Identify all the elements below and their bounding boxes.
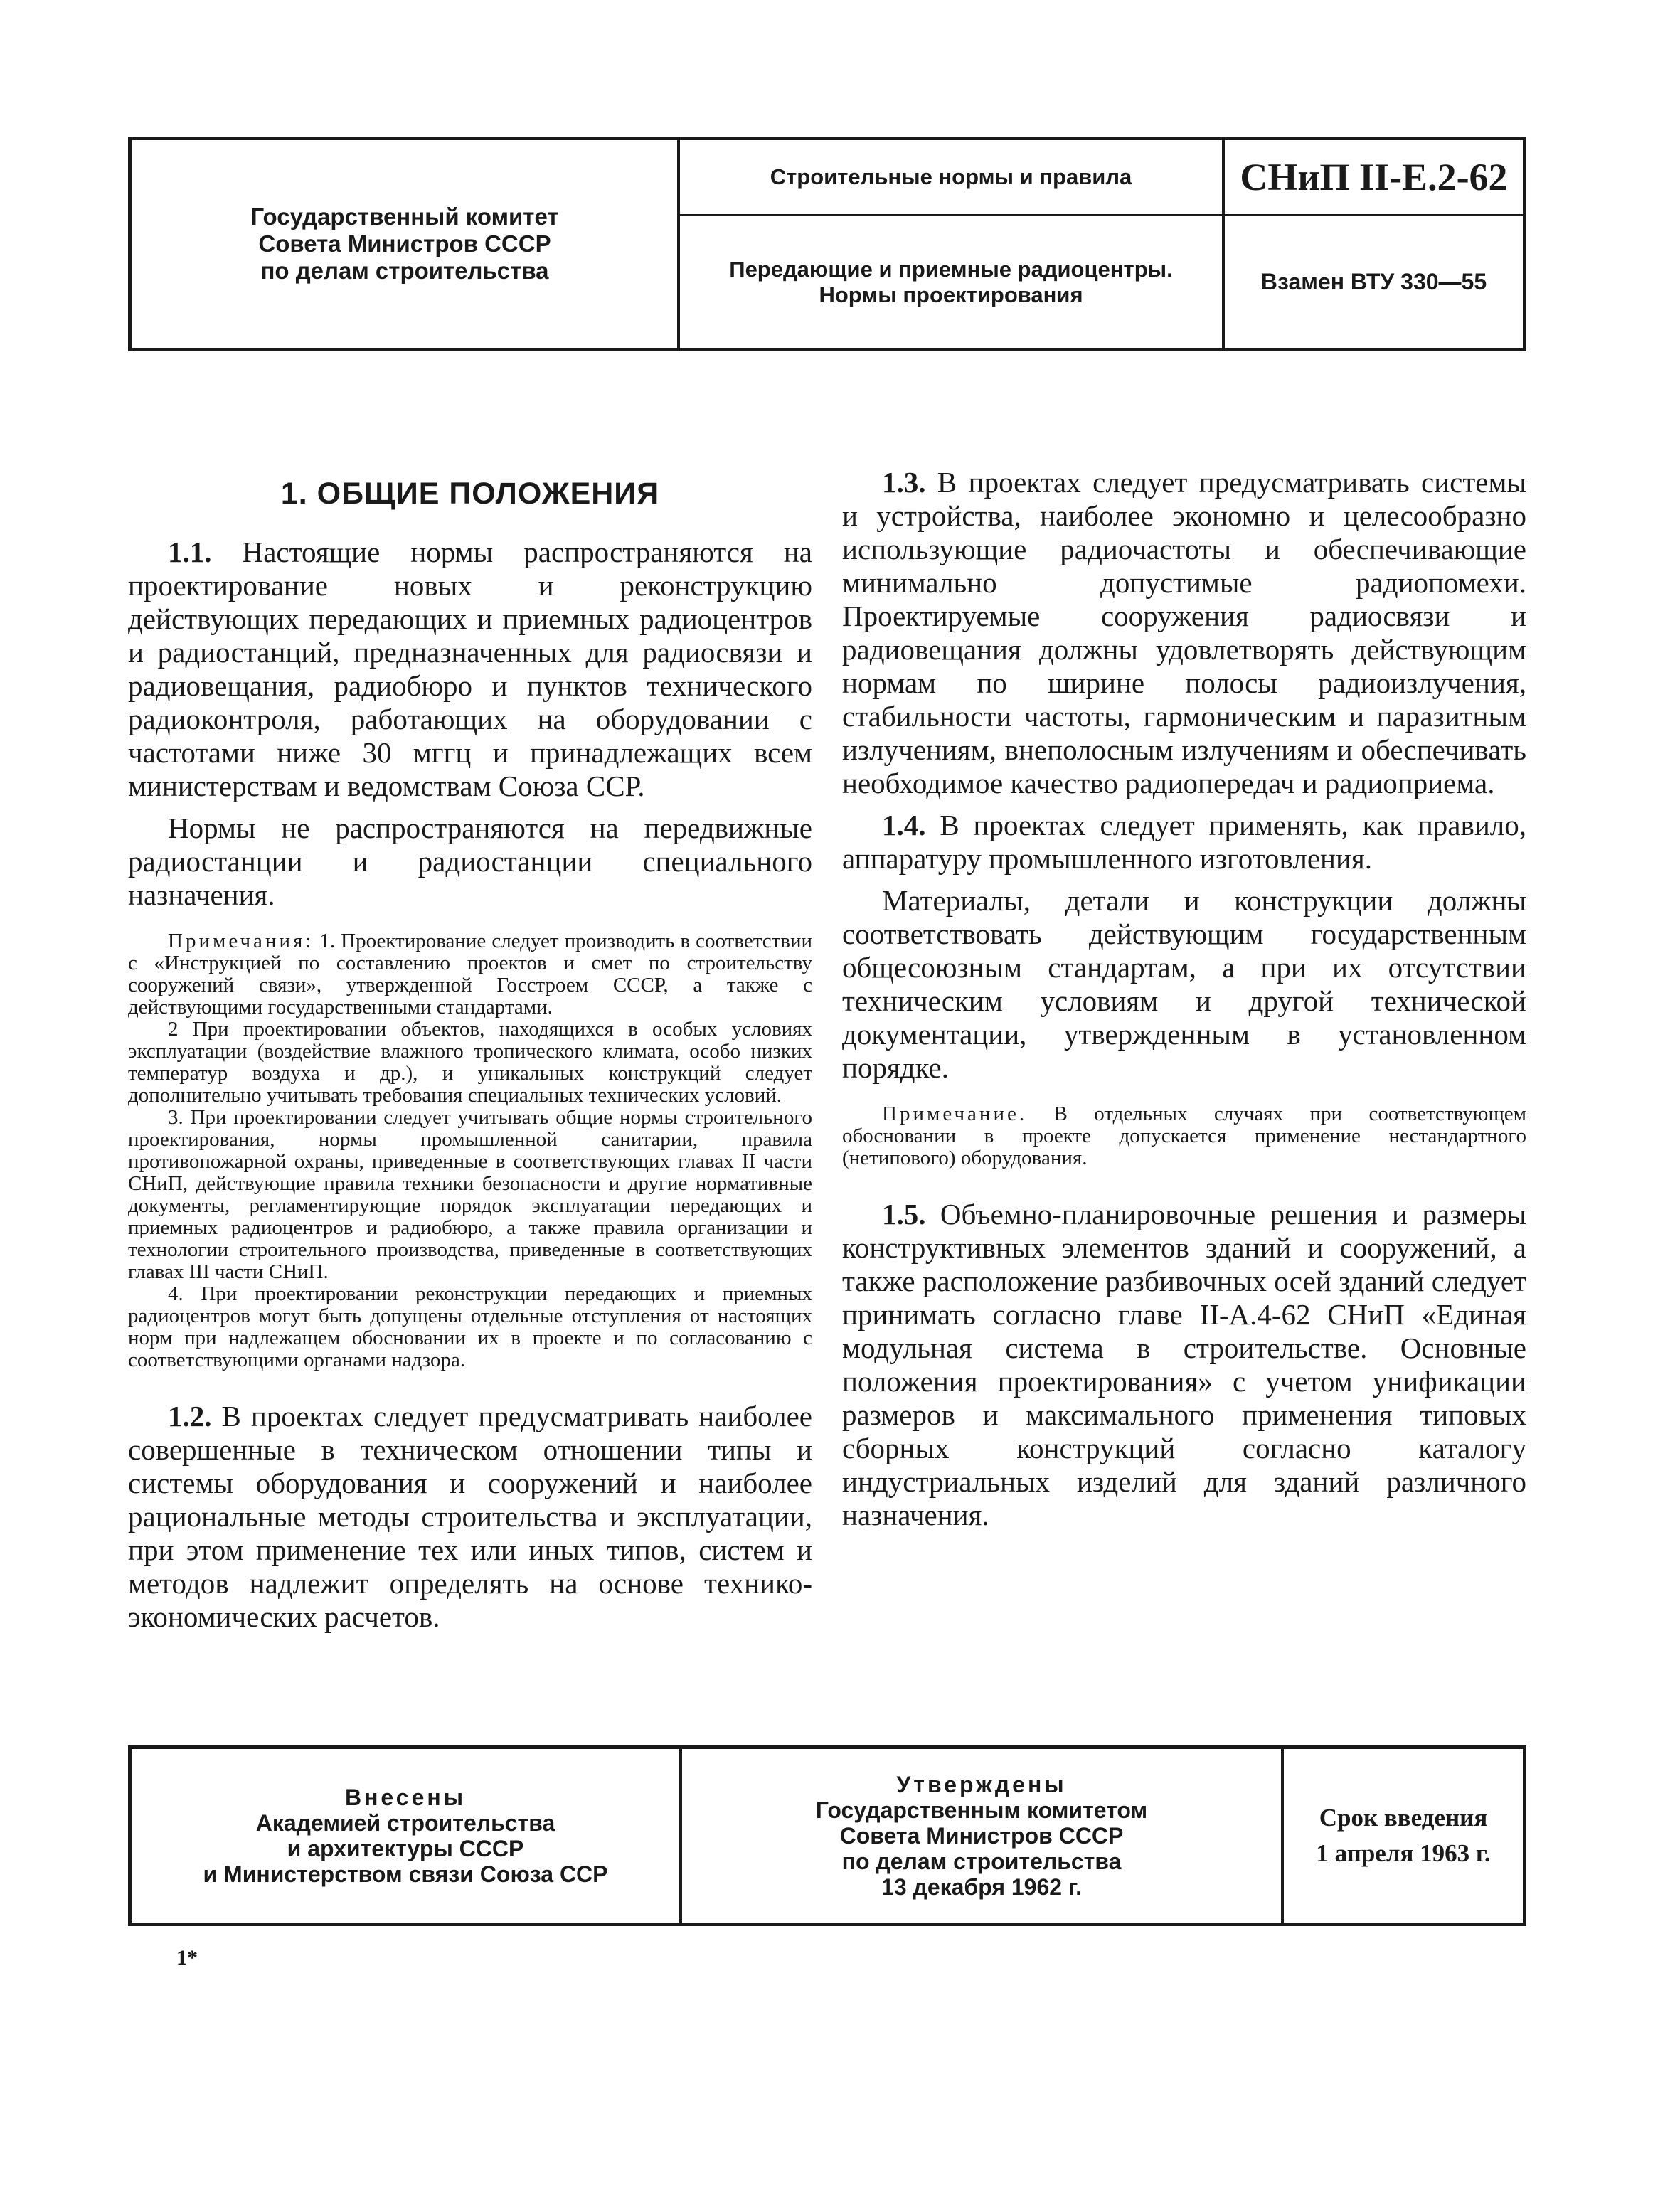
note-3: 3. При проектировании следует учитывать общие нормы строительного проектирования, нормы промышленной санитарии, правила противопожарной охраны, приведенные в соответствующих главах II части СНиП, действующие правила техники безопасности и другие нормативные документы, регламентирующие порядок эксплуатации передающих и приемных радиоцентров и радиобюро, а также правила организации и технологии строительного производства, приведенные в соответствующих главах III части СНиП. <box>128 1106 812 1283</box>
paragraph-1-2: 1.2. В проектах следует предусматривать наиболее совершенные в техническом отношении типы и системы оборудования и сооружений и наиболее рациональные методы строительства и эксплуатации, при этом применение тех или иных типов, систем и методов надлежит определять на основе технико-экономических расчетов. <box>128 1400 812 1633</box>
document-code: СНиП II-Е.2-62 <box>1240 156 1508 198</box>
right-column <box>842 466 1526 1532</box>
note-1: Примечания: 1. Проектирование следует производить в соответствии с «Инструкцией по составлению проектов и смет по строительству сооружений связи», утвержденной Госстроем СССР, а также с действующими государственными стандартами. <box>128 930 812 1019</box>
header-table <box>128 137 1526 351</box>
submitted-by: Внесены Академией строительства и архитектуры СССР и Министерством связи Союза ССР <box>203 1785 608 1887</box>
header-code-cell <box>1225 140 1523 348</box>
paragraph-1-3: 1.3. В проектах следует предусматривать системы и устройства, наиболее экономно и целесообразно использующие радиочастоты и обеспечивающие минимально допустимые радиопомехи. Проектируемые сооружения радиосвязи и радиовещания должны удовлетворять действующим нормам по ширине полосы радиоизлучения, стабильности частоты, гармоническим и паразитным излучениям, внеполосным излучениям и обеспечивать необходимое качество радиопередач и радиоприема. <box>842 466 1526 799</box>
approved-by: Утверждены Государственным комитетом Совета Министров СССР по делам строительства 13 декабря 1962 г. <box>815 1772 1148 1900</box>
section-title: 1. ОБЩИЕ ПОЛОЖЕНИЯ <box>280 477 660 511</box>
header-title-cell <box>680 140 1225 348</box>
committee-name: Государственный комитет Совета Министров СССР по делам строительства <box>250 203 559 284</box>
footer-approved-cell <box>682 1749 1284 1923</box>
replaces-note: Взамен ВТУ 330—55 <box>1260 269 1487 294</box>
note-single: Примечание. В отдельных случаях при соответствующем обосновании в проекте допускается применение нестандартного (нетипового) оборудования. <box>842 1102 1526 1169</box>
footer-effective-cell <box>1284 1749 1523 1923</box>
paragraph-1-1b: Нормы не распространяются на передвижные радиостанции и радиостанции специального назначения. <box>128 812 812 911</box>
paragraph-1-4: 1.4. В проектах следует применять, как правило, аппаратуру промышленного изготовления. <box>842 809 1526 875</box>
note-2: 2 При проектировании объектов, находящихся в особых условиях эксплуатации (воздействие влажного тропического климата, особо низких температур воздуха и др.), и уникальных конструкций следует дополнительно учитывать требования специальных технических условий. <box>128 1018 812 1107</box>
paragraph-1-5: 1.5. Объемно-планировочные решения и размеры конструктивных элементов зданий и сооружений, а также расположение разбивочных осей зданий следует принимать согласно главе II-А.4-62 СНиП «Единая модульная система в строительстве. Основные положения проектирования» с учетом унификации размеров и максимального применения типовых сборных конструкций согласно каталогу индустриальных изделий для зданий различного назначения. <box>842 1198 1526 1531</box>
paragraph-1-1: 1.1. Настоящие нормы распространяются на проектирование новых и реконструкцию действующих передающих и приемных радиоцентров и радиостанций, предназначенных для радиосвязи и радиовещания, радиобюро и пунктов технического радиоконтроля, работающих на оборудовании с частотами ниже 30 мггц и принадлежащих всем министерствам и ведомствам Союза ССР. <box>128 536 813 802</box>
note-4: 4. При проектировании реконструкции передающих и приемных радиоцентров могут быть допущены отдельные отступления от настоящих норм при надлежащем обосновании их в проекте и по согласованию с соответствующими органами надзора. <box>128 1282 812 1371</box>
footer-submitted-cell <box>132 1749 682 1923</box>
effective-date: Срок введения 1 апреля 1963 г. <box>1316 1804 1491 1867</box>
footer-table <box>128 1745 1526 1926</box>
page-mark: 1* <box>176 1946 198 1969</box>
document-subject: Передающие и приемные радиоцентры. Нормы проектирования <box>729 256 1173 307</box>
header-committee-cell <box>132 140 680 348</box>
paragraph-1-4b: Материалы, детали и конструкции должны соответствовать действующим государственным общесоюзным стандартам, а при их отсутствии техническим условиям и другой технической документации, утвержденным в установленном порядке. <box>842 884 1526 1084</box>
left-column <box>128 462 812 1634</box>
norms-title: Строительные нормы и правила <box>770 164 1132 189</box>
